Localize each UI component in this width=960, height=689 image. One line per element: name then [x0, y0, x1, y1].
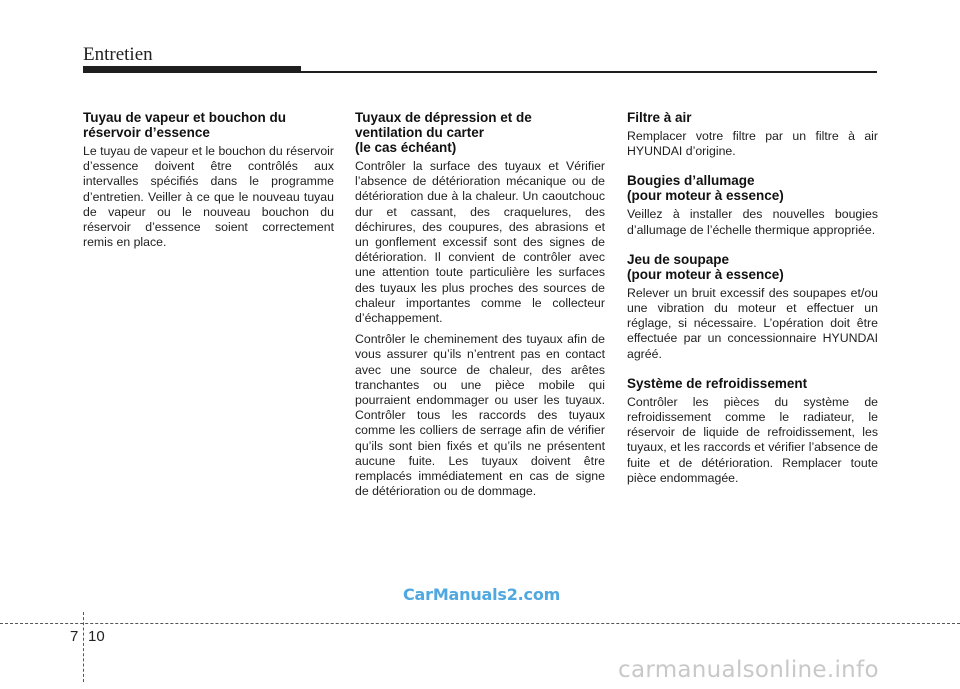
paragraph: Remplacer votre filtre par un filtre à air HYUNDAI d’origine. — [627, 129, 878, 159]
section-cooling-system — [627, 376, 878, 486]
heading-line: Tuyau de vapeur et bouchon du — [83, 110, 287, 125]
heading-line: ventilation du carter — [355, 125, 485, 140]
section-heading — [627, 252, 878, 282]
header-rule — [301, 71, 877, 73]
section-vapor-hose — [83, 110, 334, 250]
heading-line: réservoir d’essence — [83, 125, 210, 140]
watermark-link[interactable]: CarManuals2.com — [403, 585, 561, 604]
paragraph: Le tuyau de vapeur et le bouchon du réservoir d’essence doivent être contrôlés aux intervalles spécifiés dans le programme d’entretien. Veiller à ce que le nouveau tuyau de vapeur ou le nouveau bouchon du réservoir d’essence soient correctement remis en place. — [83, 144, 334, 250]
section-air-filter — [627, 110, 878, 159]
section-heading — [83, 110, 334, 140]
site-watermark: carmanualsonline.info — [618, 657, 879, 683]
column-2 — [355, 110, 605, 513]
chapter-number: 7 — [70, 628, 79, 645]
section-heading — [627, 110, 878, 125]
heading-line: Tuyaux de dépression et de — [355, 110, 532, 125]
footer-dashed-divider — [83, 612, 84, 682]
page-header-title: Entretien — [83, 44, 153, 65]
section-heading — [627, 173, 878, 203]
heading-line: (pour moteur à essence) — [627, 266, 784, 282]
heading-line: Bougies d’allumage — [627, 173, 755, 189]
section-spark-plugs — [627, 173, 878, 237]
page-number: 10 — [88, 628, 105, 645]
header-bar — [83, 66, 301, 73]
section-vacuum-hoses — [355, 110, 605, 499]
heading-line: Système de refroidissement — [627, 375, 808, 391]
heading-line: Jeu de soupape — [627, 251, 730, 267]
footer-dashed-rule — [0, 623, 960, 624]
section-heading — [627, 376, 878, 391]
heading-line: (le cas échéant) — [355, 140, 457, 155]
paragraph: Contrôler les pièces du système de refroidissement comme le radiateur, le réservoir de liquide de refroidissement, les tuyaux, et les raccords et vérifier l’absence de fuite et de détérioration. Remplacer toute pièce endommagée. — [627, 394, 878, 485]
paragraph: Contrôler la surface des tuyaux et Vérifier l’absence de détérioration mécanique ou de détérioration due à la chaleur. Un caoutchouc dur et cassant, des craquelures, des déchirures, des coupures, des abrasions et un gonflement excessif sont des signes de détérioration. Il convient de contrôler avec une attention toute particulière les surfaces des tuyaux les plus proches des sources de chaleur importantes comme le collecteur d’échappement. — [355, 159, 605, 326]
column-3 — [627, 110, 878, 500]
section-heading — [355, 110, 605, 155]
heading-line: Filtre à air — [627, 110, 692, 125]
heading-line: (pour moteur à essence) — [627, 188, 784, 204]
paragraph: Veillez à installer des nouvelles bougies d’allumage de l’échelle thermique appropriée. — [627, 207, 878, 237]
paragraph: Contrôler le cheminement des tuyaux afin de vous assurer qu’ils n’entrent pas en contact avec une source de chaleur, des arêtes tranchantes ou une pièce mobile qui pourraient endommager ou user les tuyaux. Contrôler tous les raccords des tuyaux comme les colliers de serrage afin de vérifier qu’ils sont bien fixés et qu’ils ne présentent aucune fuite. Les tuyaux doivent être remplacés immédiatement en cas de signe de détérioration ou de dommage. — [355, 332, 605, 499]
column-1 — [83, 110, 334, 264]
section-valve-clearance — [627, 252, 878, 362]
paragraph: Relever un bruit excessif des soupapes et/ou une vibration du moteur et effectuer un réglage, si nécessaire. L’opération doit être effectuée par un concessionnaire HYUNDAI agréé. — [627, 285, 878, 361]
